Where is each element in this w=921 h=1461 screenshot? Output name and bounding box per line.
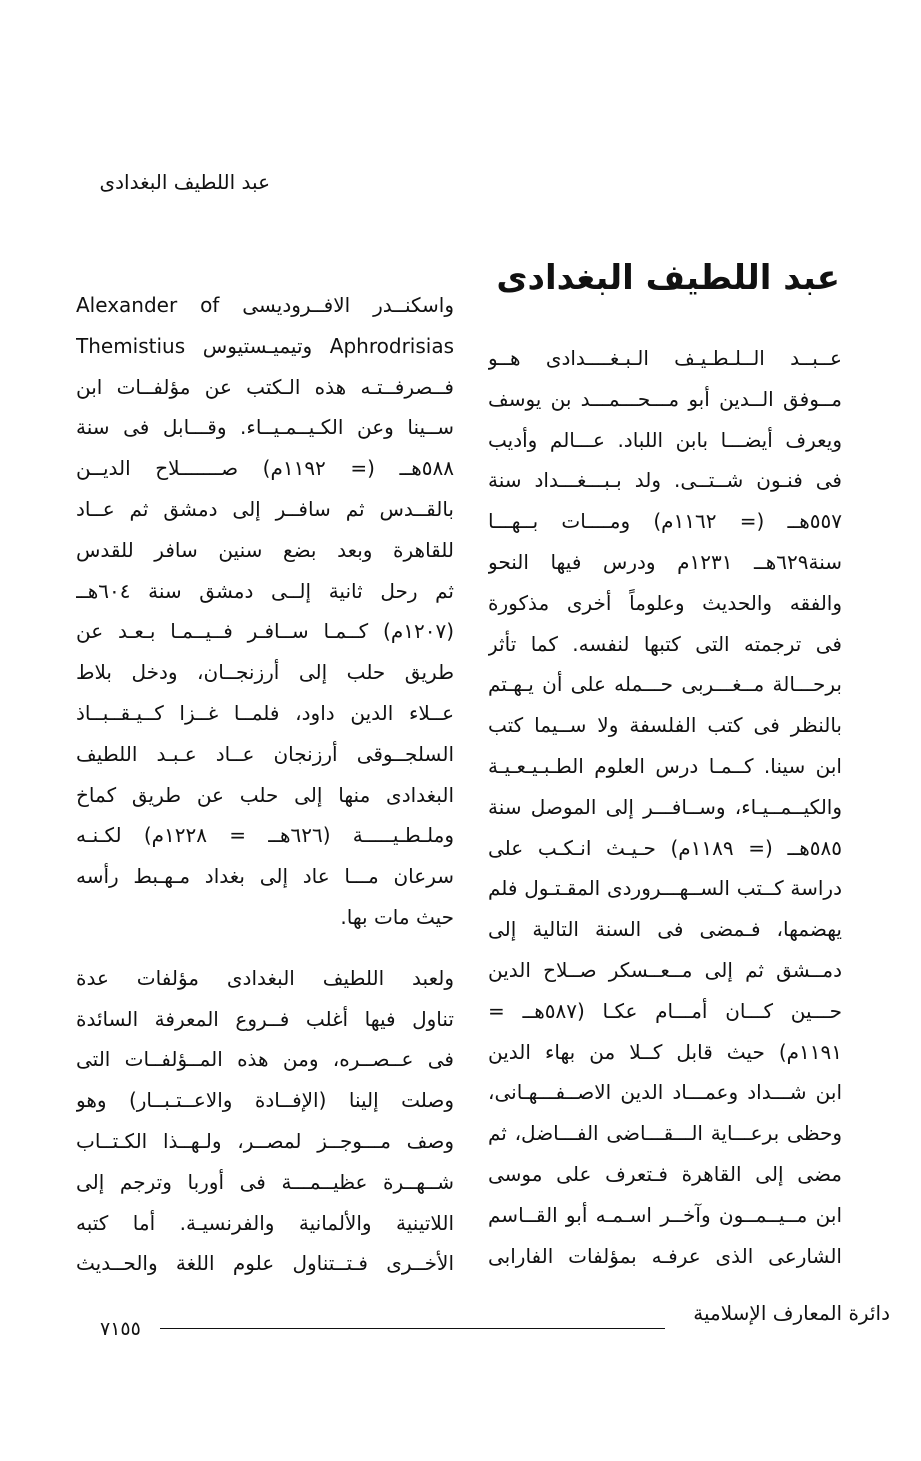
text-line: ولعبد اللطيف البغدادى مؤلفات عدة [76, 965, 454, 990]
text-line: طريق حلب إلى أرزنجــان، ودخل بلاط [76, 660, 454, 685]
text-line: ١١٩١م) حيث قابل كــلا من بهاء الدين [488, 1039, 842, 1064]
text-line: ويعرف أيضـــا بابن اللباد. عـــالم وأديب [488, 427, 842, 452]
text-line: فى ترجمته التى كتبها لنفسه. كما تأثر [488, 631, 842, 656]
footer-publication-title: دائرة المعارف الإسلامية [693, 1301, 890, 1325]
text-line: البغدادى منها إلى حلب عن طريق كماخ [76, 782, 454, 807]
text-line: عــبــد الــلـطـيـف الـبـغــــدادى هــو [488, 346, 842, 370]
text-line: السلجــوقى أرزنجان عــاد عـبـد اللطيف [76, 741, 454, 766]
text-line: ابن شـــداد وعمـــاد الدين الاصــفـــهـانى، [488, 1080, 842, 1105]
left-column [76, 285, 454, 1284]
text-line: وصف مـــوجــز لمصــر، ولـهــذا الكـتــاب [76, 1128, 454, 1153]
text-line: دراسة كــتب الســهـــروردى المقـتـول فلم [488, 876, 842, 901]
text-line: حيث مات بها. [340, 904, 454, 929]
text-line: فى عــصــره، ومن هذه المــؤلفــات التى [76, 1047, 454, 1072]
text-line: مــوفق الــدين أبو مـــحـــمـــد بن يوسف [488, 386, 842, 411]
text-line: ابن سينا. كــمـا درس العلوم الطـبـيـعـيـة [488, 753, 842, 778]
text-line: (١٢٠٧م) كــمـا ســافـر فــيــمـا بـعـد عن [76, 619, 454, 644]
text-line: الأخــرى فـتــتناول علوم اللغة والحــديث [76, 1251, 454, 1276]
text-line: شــهــرة عظيــمـــة فى أوربا وترجم إلى [76, 1169, 454, 1194]
text-line: تناول فيها أغلب فــروع المعرفة السائدة [76, 1006, 454, 1031]
text-line: يهضمها، فـمضى فى السنة التالية إلى [488, 917, 842, 942]
text-line: وصلت إلينا (الإفــادة والاعــتـبــار) وهو [76, 1088, 454, 1113]
text-line: والكيــمــيـاء، وســافـــر إلى الموصل سنة [488, 794, 842, 819]
text-line: سرعان مـــا عاد إلى بغداد مـهـبط رأسه [76, 864, 454, 889]
text-line: بالقــدس ثم سافــر إلى دمشق ثم عــاد [76, 496, 454, 521]
text-line: وحظى برعـــاية الـــقـــاضى الفـــاضل، ثم [488, 1121, 842, 1146]
page-number: ٧١٥٥ [100, 1318, 141, 1340]
right-column [488, 338, 842, 1276]
text-line: مضى إلى القاهرة فـتعرف على موسى [488, 1161, 842, 1186]
text-line: فى فنـون شــتــى. ولد بـبـــغـــداد سنة [488, 468, 842, 493]
text-line: اللاتينية والألمانية والفرنسيـة. أما كتبه [76, 1210, 454, 1235]
text-line: ٥٨٨هــ (= ١١٩٢م) صـــــــلاح الديــن [76, 456, 454, 481]
text-line: فــصرفــتـه هذه الـكتب عن مؤلفــات ابن [76, 374, 454, 399]
text-line: ســينا وعن الكـيــمـيــاء. وقـــابل فى سنة [76, 415, 454, 440]
text-line: للقاهرة وبعد بضع سنين سافر للقدس [76, 537, 454, 562]
text-line: سنة٦٢٩هــ ١٢٣١م ودرس فيها النحو [488, 549, 842, 574]
text-line: ٥٨٥هــ (= ١١٨٩م) حـيـث انـكـب على [488, 835, 842, 860]
paragraph-gap [76, 938, 454, 958]
text-line: عــلاء الدين داود، فلمــا غــزا كــيـقــبــاذ [76, 700, 454, 725]
text-line: دمــشق ثم إلى مــعــسكر صــلاح الدين [488, 957, 842, 982]
text-line: الشارعى الذى عرفـه بمؤلفات الفارابى [488, 1243, 842, 1268]
text-line: واسكنــدر الافــروديسى Alexander of [76, 293, 454, 317]
text-line: وملـطـيـــــة (٦٢٦هــ = ١٢٢٨م) لكـنـه [76, 823, 454, 848]
article-title: عبد اللطيف البغدادى [496, 258, 840, 298]
text-line: Aphrodrisias وتيميـستيوس Themistius [76, 333, 454, 358]
footer-rule [160, 1328, 665, 1329]
running-head: عبد اللطيف البغدادى [99, 170, 270, 194]
text-line: والفقه والحديث وعلوماً أخرى مذكورة [488, 590, 842, 615]
text-line: ٥٥٧هــ (= ١١٦٢م) ومــــات بــهـــا [488, 509, 842, 534]
text-line: برحـــالة مــغـــربى حـــمله على أن يـهـتم [488, 672, 842, 697]
text-line: حـــين كـــان أمـــام عكـا (٥٨٧هــ = [488, 998, 842, 1023]
text-line: ابن مــيــمــون وآخــر اسـمـه أبو القــاسم [488, 1202, 842, 1227]
text-line: ثم رحل ثانية إلــى دمشق سنة ٦٠٤هــ [76, 578, 454, 603]
text-line: بالنظر فى كتب الفلسفة ولا ســيما كتب [488, 713, 842, 738]
